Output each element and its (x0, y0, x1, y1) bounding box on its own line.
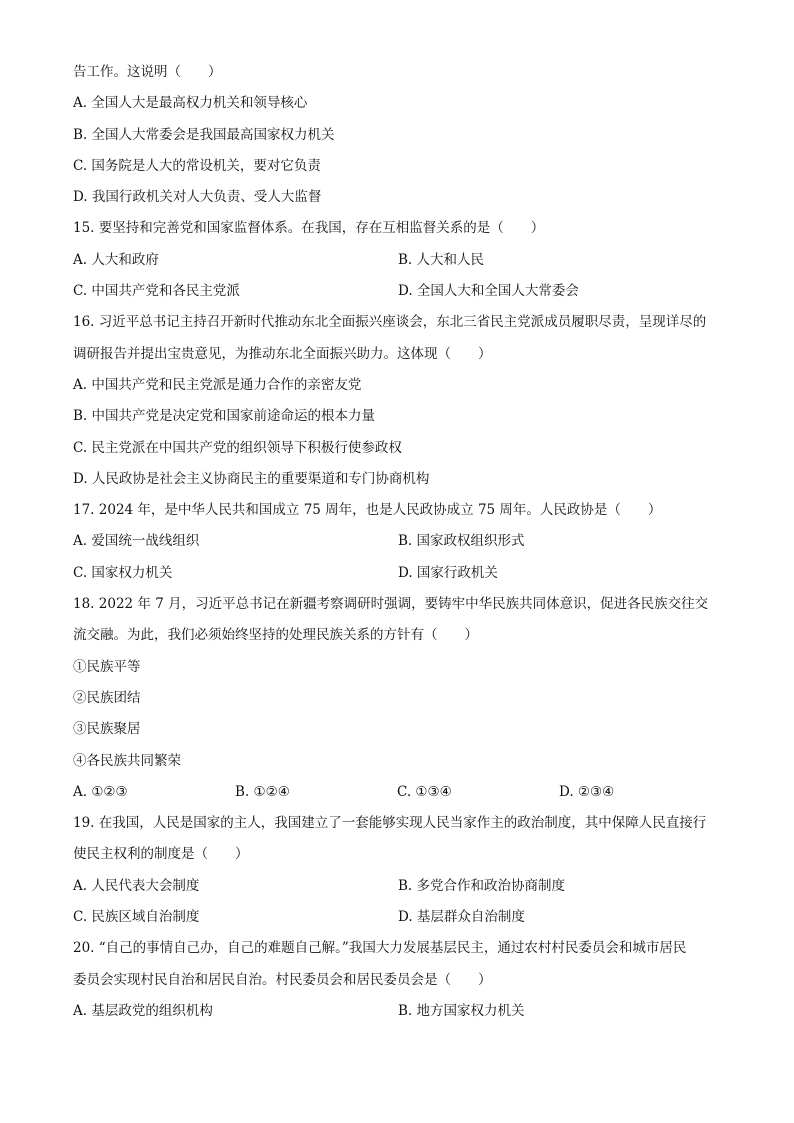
q15-option-b: B. 人大和人民 (398, 251, 485, 268)
q19-option-c: C. 民族区域自治制度 (73, 909, 200, 926)
q15-option-a: A. 人大和政府 (73, 251, 159, 268)
q17-options-row-2 (73, 563, 725, 583)
q14-option-a: A. 全国人大是最高权力机关和领导核心 (73, 95, 308, 112)
q19-stem-line-2: 使民主权利的制度是（ ） (73, 846, 249, 863)
q14-option-c: C. 国务院是人大的常设机关，要对它负责 (73, 157, 321, 174)
q16-stem-line-1: 16. 习近平总书记主持召开新时代推动东北全面振兴座谈会，东北三省民主党派成员履职尽责，呈现详尽的 (73, 314, 707, 331)
q15-options-row-2 (73, 281, 725, 301)
q18-item-4: ④各民族共同繁荣 (73, 752, 181, 769)
q20-stem-line-2: 委员会实现村民自治和居民自治。村民委员会和居民委员会是（ ） (73, 971, 492, 988)
exam-page (73, 62, 725, 1032)
q19-options-row-1 (73, 876, 725, 896)
q15-option-c: C. 中国共产党和各民主党派 (73, 283, 240, 300)
q14-option-d: D. 我国行政机关对人大负责、受人大监督 (73, 189, 322, 206)
q18-item-3: ③民族聚居 (73, 721, 141, 738)
q15-option-d: D. 全国人大和全国人大常委会 (398, 283, 579, 300)
q17-option-c: C. 国家权力机关 (73, 564, 173, 581)
q19-option-a: A. 人民代表大会制度 (73, 877, 200, 894)
q17-options-row-1 (73, 531, 725, 551)
q18-option-b: B. ①②④ (235, 783, 290, 800)
q17-option-d: D. 国家行政机关 (398, 564, 498, 581)
q19-option-b: B. 多党合作和政治协商制度 (398, 877, 566, 894)
q20-option-b: B. 地方国家权力机关 (398, 1002, 525, 1019)
q18-stem-line-1: 18. 2022 年 7 月，习近平总书记在新疆考察调研时强调，要铸牢中华民族共同体意识，促进各民族交往交 (73, 596, 709, 613)
q16-option-d: D. 人民政协是社会主义协商民主的重要渠道和专门协商机构 (73, 470, 430, 487)
q18-item-1: ①民族平等 (73, 658, 141, 675)
q15-options-row-1 (73, 250, 725, 270)
q18-options-row (73, 782, 725, 802)
q16-option-a: A. 中国共产党和民主党派是通力合作的亲密友党 (73, 376, 362, 393)
q16-option-c: C. 民主党派在中国共产党的组织领导下积极行使参政权 (73, 439, 402, 456)
q14-stem-tail: 告工作。这说明（ ） (73, 64, 222, 80)
q17-option-b: B. 国家政权组织形式 (398, 533, 525, 550)
q20-option-a: A. 基层政党的组织机构 (73, 1002, 213, 1019)
q18-option-c: C. ①③④ (397, 783, 452, 800)
q19-stem-line-1: 19. 在我国，人民是国家的主人，我国建立了一套能够实现人民当家作主的政治制度，其中保障人民直接行 (73, 815, 707, 832)
q17-stem: 17. 2024 年，是中华人民共和国成立 75 周年，也是人民政协成立 75 周年。人民政协是（ ） (73, 502, 662, 519)
q17-option-a: A. 爱国统一战线组织 (73, 533, 200, 550)
q18-item-2: ②民族团结 (73, 689, 141, 706)
q14-option-b: B. 全国人大常委会是我国最高国家权力机关 (73, 126, 335, 143)
q20-stem-line-1: 20. “自己的事情自己办，自己的难题自己解。”我国大力发展基层民主，通过农村村民委员会和城市居民 (73, 940, 687, 957)
q18-option-a: A. ①②③ (73, 783, 128, 800)
q20-options-row-1 (73, 1001, 725, 1021)
q16-stem-line-2: 调研报告并提出宝贵意见，为推动东北全面振兴助力。这体现（ ） (73, 345, 492, 362)
q16-option-b: B. 中国共产党是决定党和国家前途命运的根本力量 (73, 408, 376, 425)
q15-stem: 15. 要坚持和完善党和国家监督体系。在我国，存在互相监督关系的是（ ） (73, 220, 545, 237)
q18-stem-line-2: 流交融。为此，我们必须始终坚持的处理民族关系的方针有（ ） (73, 627, 478, 644)
q19-options-row-2 (73, 907, 725, 927)
q19-option-d: D. 基层群众自治制度 (398, 909, 525, 926)
q18-option-d: D. ②③④ (559, 783, 615, 800)
